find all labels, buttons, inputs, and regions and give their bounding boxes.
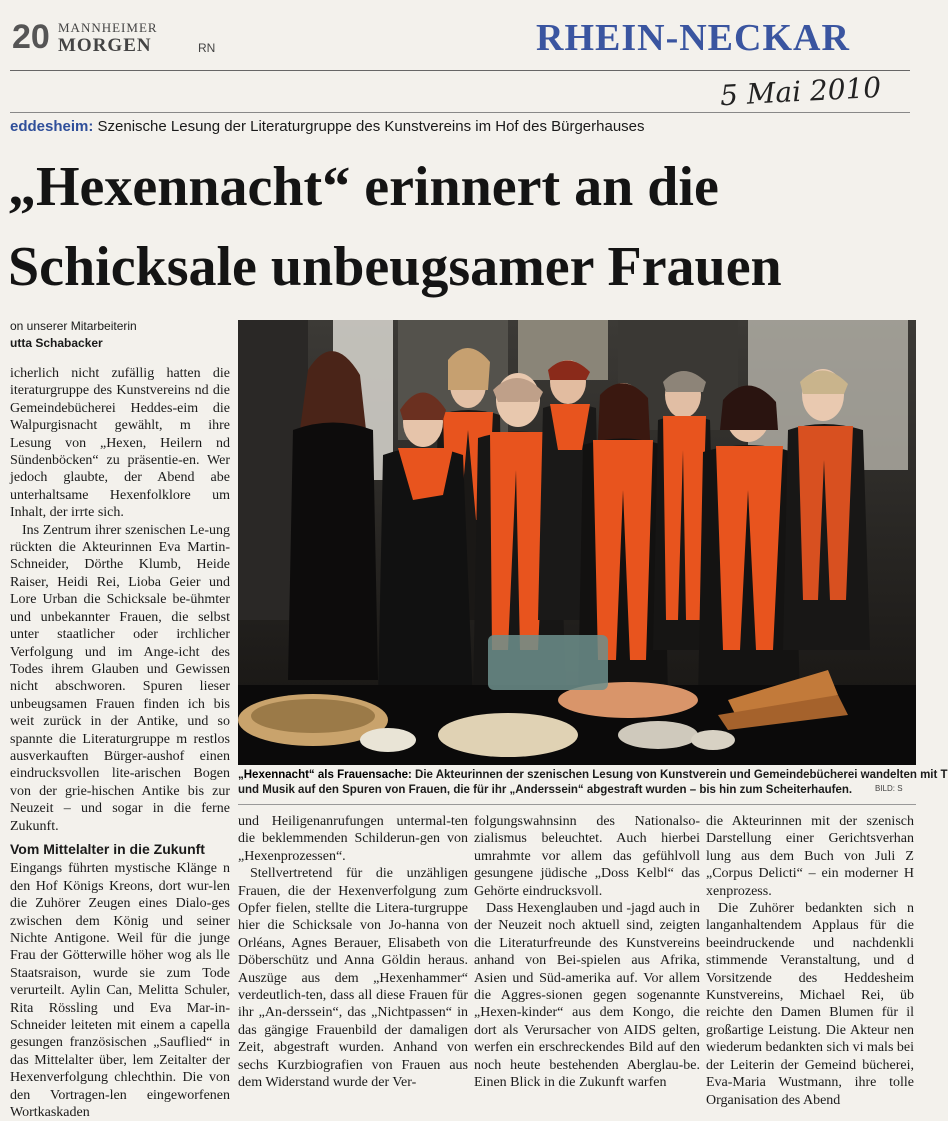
masthead-main: MORGEN [58,35,152,56]
paragraph: und Heiligenanrufungen untermal-ten die beklemmenden Schilderun-gen von „Hexenprozessen“. [238,814,468,864]
paragraph: Stellvertretend für die unzähligen Frauen, die der Hexenverfolgung zum Opfer fielen, stellte die Litera-turgruppe hier die Schicksale von Jo-hanna von Orléans, Agnes Berauer, Elisabeth von Döberschütz und Anna Göldin heraus. Auszüge aus dem „Hexenhammer“ verdeutlich-ten, dass all diese Frauen für ihr „An-derssein“, das „Nichtpassen“ in das gängige Frauenbild der damaligen Zeit, abgestraft wurden. Anhand von sechs Kurzbiografien von Frauen aus dem Widerstand wurde der Ver- [238,866,468,1091]
kicker-text: Szenische Lesung der Literaturgruppe des Kunstvereins im Hof des Bürgerhauses [97,118,645,135]
edition-code: RN [198,41,216,55]
article-column-2 [238,813,468,1099]
paragraph: icherlich nicht zufällig hatten die iteraturgruppe des Kunstvereins nd die Gemeindebücherei Heddes-eim die Walpurgisnacht gewählt, m ihre Lesung von „Hexen, Heilern nd Sündenböcken“ zu präsentie-en. Wer jedoch glaubte, der Abend abe unterhaltsame Hexenfolklore um Inhalt, der irrte sich. [10,366,230,521]
headline-line-1: „Hexennacht“ erinnert an die [8,156,719,218]
article-column-3 [474,813,700,1099]
caption-line-1: Die Akteurinnen der szenischen Lesung von Kunstverein und Gemeindebücherei wandelten mit T [415,769,948,781]
handwritten-date: 5 Mai 2010 [719,70,882,113]
caption-line-2: und Musik auf den Spuren von Frauen, die für ihr „Anderssein“ abgestraft wurden – bis hin zum Scheiterhaufen. [238,784,853,796]
headline-line-2: Schicksale unbeugsamer Frauen [8,236,782,298]
page-number: 20 [12,18,50,56]
group-photo-illustration [238,320,916,765]
paragraph: Dass Hexenglauben und -jagd auch in der Neuzeit noch aktuell sind, zeigten die Literaturfreunde des Kunstvereins anhand von Bei-spielen aus Afrika, Asien und Süd-amerika auf. Vor allem die Aggres-sionen gegen sogenannte „Hexen-kinder“ aus dem Kongo, die dort als Verursacher von AIDS gelten, werfen ein erschreckendes Bild auf den noch heute bestehenden Aberglau-be. Einen Blick in die Zukunft warfen [474,901,700,1091]
paragraph: die Akteurinnen mit der szenisch Darstellung einer Gerichtsverhan lung aus dem Buch von Juli Z „Corpus Delicti“ – ein moderner H xenprozess. [706,814,914,899]
subheading: Vom Mittelalter in die Zukunft [10,840,205,857]
caption-rule [238,804,916,805]
byline-author: utta Schabacker [10,336,103,350]
paragraph: Ins Zentrum ihrer szenischen Le-ung rückten die Akteurinnen Eva Martin-Schneider, Dörthe Klumb, Heide Raiser, Heidi Rei, Lioba Geier und Lore Urban die Schicksale be-ühmter und unbekannter Frauen, die selbst unter staatlicher oder irchlicher Verfolgung und im Ange-icht des Todes ihrem Glauben und Gewissen nicht abschworen. Spuren lieser unbeugsamen Frauen finden ich bis weit zurück in der Antike, und so spannte die Literaturgruppe m restlos ausverkauften Bürger-aushof einen eindrucksvollen lite-arischen Bogen von der grie-hischen Antike bis zur Neuzeit – und sogar in die ferne Zukunft. [10,522,230,834]
kicker-rule [10,112,910,113]
byline-prefix: on unserer Mitarbeiterin [10,319,137,333]
paragraph: folgungswahnsinn des Nationalso-zialismus beleuchtet. Auch hierbei umrahmte vor allem das gefühlvoll gesungene jüdische „Doss Kelbl“ das Gehörte eindrucksvoll. [474,814,700,899]
paragraph: Die Zuhörer bedankten sich n langanhaltendem Applaus für die beeindruckende und nachdenkli stimmende Veranstaltung, und d Vorsitzende des Heddesheim Kunstvereins, Michael Rei, üb reichte den Damen Blumen für il großartige Leistung. Die Akteur nen wiederum bedankten sich vi mals bei der Leiterin der Gemeind bücherei, Eva-Maria Wustmann, ihre tolle Organisation des Abend [706,901,914,1108]
header-rule [10,70,910,71]
masthead-top: MANNHEIMER [58,20,158,35]
caption-lead: „Hexennacht“ als Frauensache: [238,769,412,781]
paragraph: Eingangs führten mystische Klänge n den Hof Königs Kreons, dort wur-len die Zuhörer Zeugen eines Dialo-ges zwischen dem König und seiner Nichte Antigone. Weil für die junge Frau der Götterwille höher wog als lle Staatsraison, wurde sie zum Tode verurteilt. Aylin Can, Melitta Schuler, Rita Rössling und Eva Mar-in-Schneider leiteten mit einem a capella gesungen französischen „Sauflied“ in das Mittelalter über, lem Zeitalter der Hexenverfolgung chlechthin. Die von den Vortragen-len eingeworfenen Wortkaskaden [10,861,230,1121]
kicker-place: eddesheim: [10,118,94,135]
article-column-4 [706,813,914,1108]
photo-caption [238,768,948,798]
section-title: RHEIN-NECKAR [536,17,850,59]
article-column-1 [10,365,230,1121]
article-photo [238,320,916,765]
kicker [10,118,645,135]
photo-credit: BILD: S [875,784,903,793]
